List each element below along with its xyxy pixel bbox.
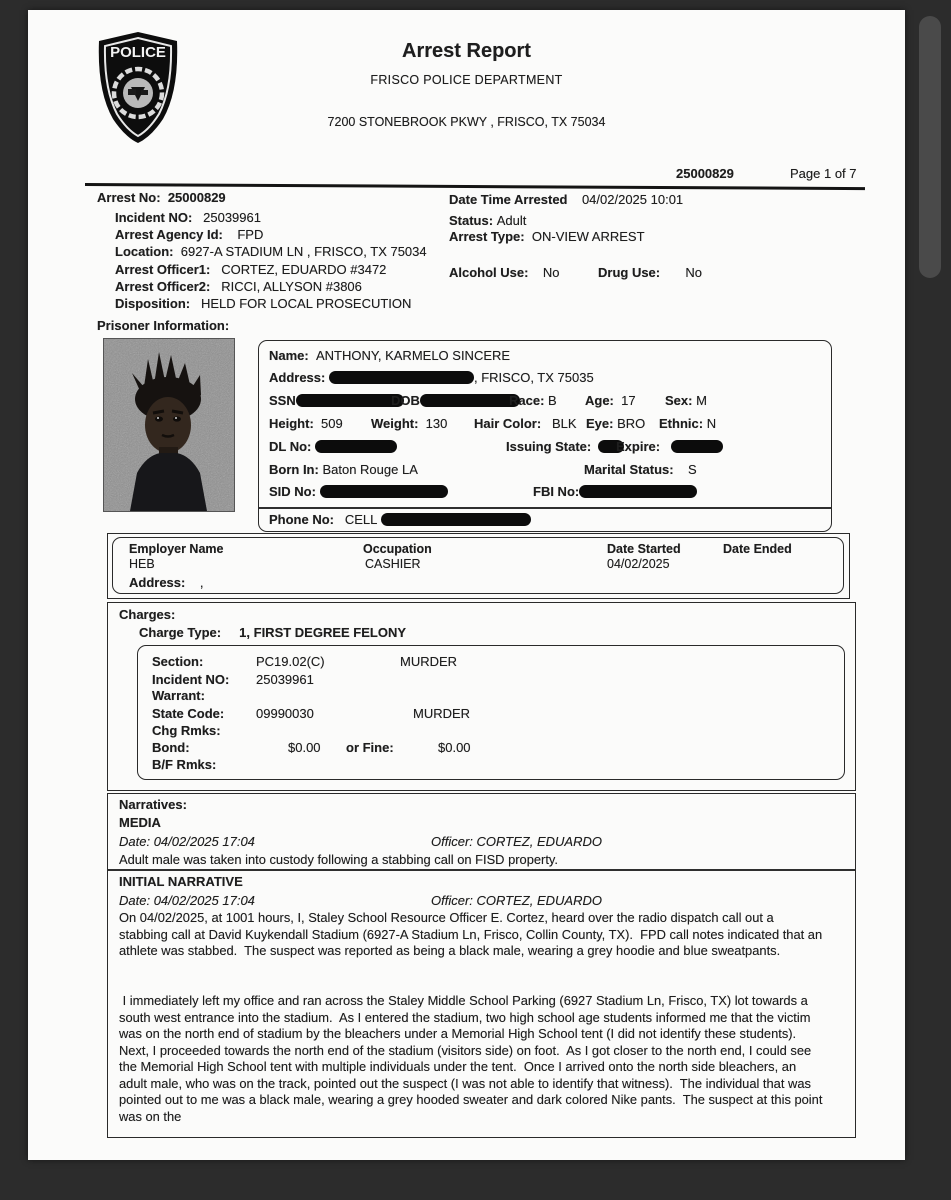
redaction-bar <box>671 440 723 453</box>
redaction-bar <box>296 394 404 407</box>
field-warrant: Warrant: <box>152 688 205 703</box>
arrest-report-page <box>28 10 905 1160</box>
scrollbar-thumb[interactable] <box>919 16 941 278</box>
field-or-fine: or Fine: <box>346 740 394 755</box>
department-name: FRISCO POLICE DEPARTMENT <box>370 73 563 87</box>
department-address: 7200 STONEBROOK PKWY , FRISCO, TX 75034 <box>327 115 606 129</box>
badge-label: POLICE <box>110 44 166 61</box>
field-arrest-type: Arrest Type: ON-VIEW ARREST <box>449 229 645 244</box>
narrative-initial-title: INITIAL NARRATIVE <box>119 874 243 889</box>
occupation-header: Occupation <box>363 542 432 556</box>
field-address: Address: , FRISCO, TX 75035 <box>269 370 594 385</box>
field-weight: Weight: 130 <box>371 416 448 431</box>
narrative-media-date: Date: 04/02/2025 17:04 <box>119 834 255 849</box>
narrative-media-body: Adult male was taken into custody following a stabbing call on FISD property. <box>119 852 558 867</box>
field-chg-rmks: Chg Rmks: <box>152 723 221 738</box>
narratives-box <box>107 793 856 1138</box>
field-eye: Eye: BRO <box>586 416 646 431</box>
occupation-value: CASHIER <box>365 557 421 571</box>
field-issuing-state: Issuing State: <box>506 439 624 454</box>
employer-address: Address: , <box>129 575 204 590</box>
field-arrest-officer1: Arrest Officer1: CORTEZ, EDUARDO #3472 <box>115 262 387 277</box>
field-hair-color: Hair Color: BLK <box>474 416 577 431</box>
field-name: Name: ANTHONY, KARMELO SINCERE <box>269 348 511 363</box>
report-title: Arrest Report <box>402 40 531 62</box>
field-arrest-no: Arrest No: 25000829 <box>97 190 226 205</box>
narrative-media-title: MEDIA <box>119 815 161 830</box>
field-dl-no: DL No: <box>269 439 397 454</box>
field-sex: Sex: M <box>665 393 707 408</box>
field-age: Age: 17 <box>585 393 636 408</box>
employer-name-value: HEB <box>129 557 155 571</box>
section-code-value: PC19.02(C) <box>256 654 325 669</box>
field-incident-no: Incident NO: 25039961 <box>115 210 261 225</box>
field-drug-use: Drug Use: No <box>598 265 703 280</box>
employer-name-header: Employer Name <box>129 542 224 556</box>
field-alcohol-use: Alcohol Use: No <box>449 265 560 280</box>
prisoner-information-heading: Prisoner Information: <box>97 318 230 333</box>
redaction-bar <box>329 371 474 384</box>
prisoner-box-divider <box>259 507 831 509</box>
date-started-value: 04/02/2025 <box>607 557 670 571</box>
field-ssn: SSN <box>269 393 404 408</box>
field-born-in: Born In: Baton Rouge LA <box>269 462 418 477</box>
employer-box <box>112 537 844 594</box>
narratives-heading: Narratives: <box>119 797 187 812</box>
field-section: Section: <box>152 654 204 669</box>
field-bond: Bond: <box>152 740 190 755</box>
field-arrest-agency: Arrest Agency Id: FPD <box>115 227 264 242</box>
date-started-header: Date Started <box>607 542 681 556</box>
field-arrest-officer2: Arrest Officer2: RICCI, ALLYSON #3806 <box>115 279 362 294</box>
field-disposition: Disposition: HELD FOR LOCAL PROSECUTION <box>115 296 412 311</box>
field-height: Height: 509 <box>269 416 343 431</box>
header-rule <box>85 183 865 190</box>
fine-value: $0.00 <box>438 740 471 755</box>
charge-incident-value: 25039961 <box>256 672 314 687</box>
charge-detail-box <box>137 645 845 780</box>
field-sid-no: SID No: <box>269 484 448 499</box>
redaction-bar <box>420 394 520 407</box>
redaction-bar <box>315 440 397 453</box>
field-dob: DOB <box>391 393 520 408</box>
header-report-number: 25000829 <box>676 166 734 181</box>
field-bf-rmks: B/F Rmks: <box>152 757 217 772</box>
state-code-value: 09990030 <box>256 706 314 721</box>
field-ethnic: Ethnic: N <box>659 416 717 431</box>
header-page-number: Page 1 of 7 <box>790 166 857 181</box>
prisoner-info-box <box>258 340 832 532</box>
field-status: Status: Adult <box>449 213 527 228</box>
field-charge-incident: Incident NO: <box>152 672 230 687</box>
charges-heading: Charges: <box>119 607 176 622</box>
redaction-bar <box>381 513 531 526</box>
narrative-media-officer: Officer: CORTEZ, EDUARDO <box>431 834 602 849</box>
narrative-initial-date: Date: 04/02/2025 17:04 <box>119 893 255 908</box>
redaction-bar <box>579 485 697 498</box>
redaction-bar <box>320 485 448 498</box>
mugshot-photo <box>103 338 235 512</box>
field-fbi-no: FBI No: <box>533 484 697 499</box>
state-desc-value: MURDER <box>413 706 471 721</box>
narrative-initial-paragraph-1: On 04/02/2025, at 1001 hours, I, Staley School Resource Officer E. Cortez, heard over the radio dispatch call out a stabbing call at David Kuykendall Stadium (6927-A Stadium Ln, Frisco, Collin County, TX). FPD call notes indicated that an athlete was stabbed. The suspect was reported as being a black male, wearing a grey hoodie and blue sweatpants. <box>119 910 826 958</box>
narrative-initial-officer: Officer: CORTEZ, EDUARDO <box>431 893 602 908</box>
field-state-code: State Code: <box>152 706 225 721</box>
narratives-divider <box>108 869 855 871</box>
field-marital-status: Marital Status: S <box>584 462 697 477</box>
field-race: Race: B <box>509 393 557 408</box>
field-expire: Expire: <box>616 439 723 454</box>
field-date-time-arrested: Date Time Arrested 04/02/2025 10:01 <box>449 192 684 207</box>
field-phone-no: Phone No: CELL <box>269 512 531 527</box>
date-ended-header: Date Ended <box>723 542 792 556</box>
charges-box <box>107 602 856 791</box>
section-desc-value: MURDER <box>400 654 458 669</box>
narrative-initial-paragraph-2: I immediately left my office and ran across the Staley Middle School Parking (6927 Stadium Ln, Frisco, TX) lot towards a south west entrance into the stadium. As I entered the stadium, two high school age students informed me that the victim was on the north end of stadium by the bleachers under a Memorial High School tent (I did not identify these students). Next, I proceeded towards the north end of the stadium (visitors side) on foot. As I got closer to the north end, I could see the Memorial High School tent with multiple individuals under the tent. Once I arrived onto the north side bleachers, an adult male, who was on the track, pointed out the suspect (I was not able to identify that witness). The individual that was pointed out to me was a black male, wearing a grey hooded sweater and dark colored Nike pants. The suspect at this point was on the <box>119 993 827 1124</box>
field-location: Location: 6927-A STADIUM LN , FRISCO, TX 75034 <box>115 244 427 259</box>
field-charge-type: Charge Type: 1, FIRST DEGREE FELONY <box>139 625 407 640</box>
bond-value: $0.00 <box>288 740 321 755</box>
